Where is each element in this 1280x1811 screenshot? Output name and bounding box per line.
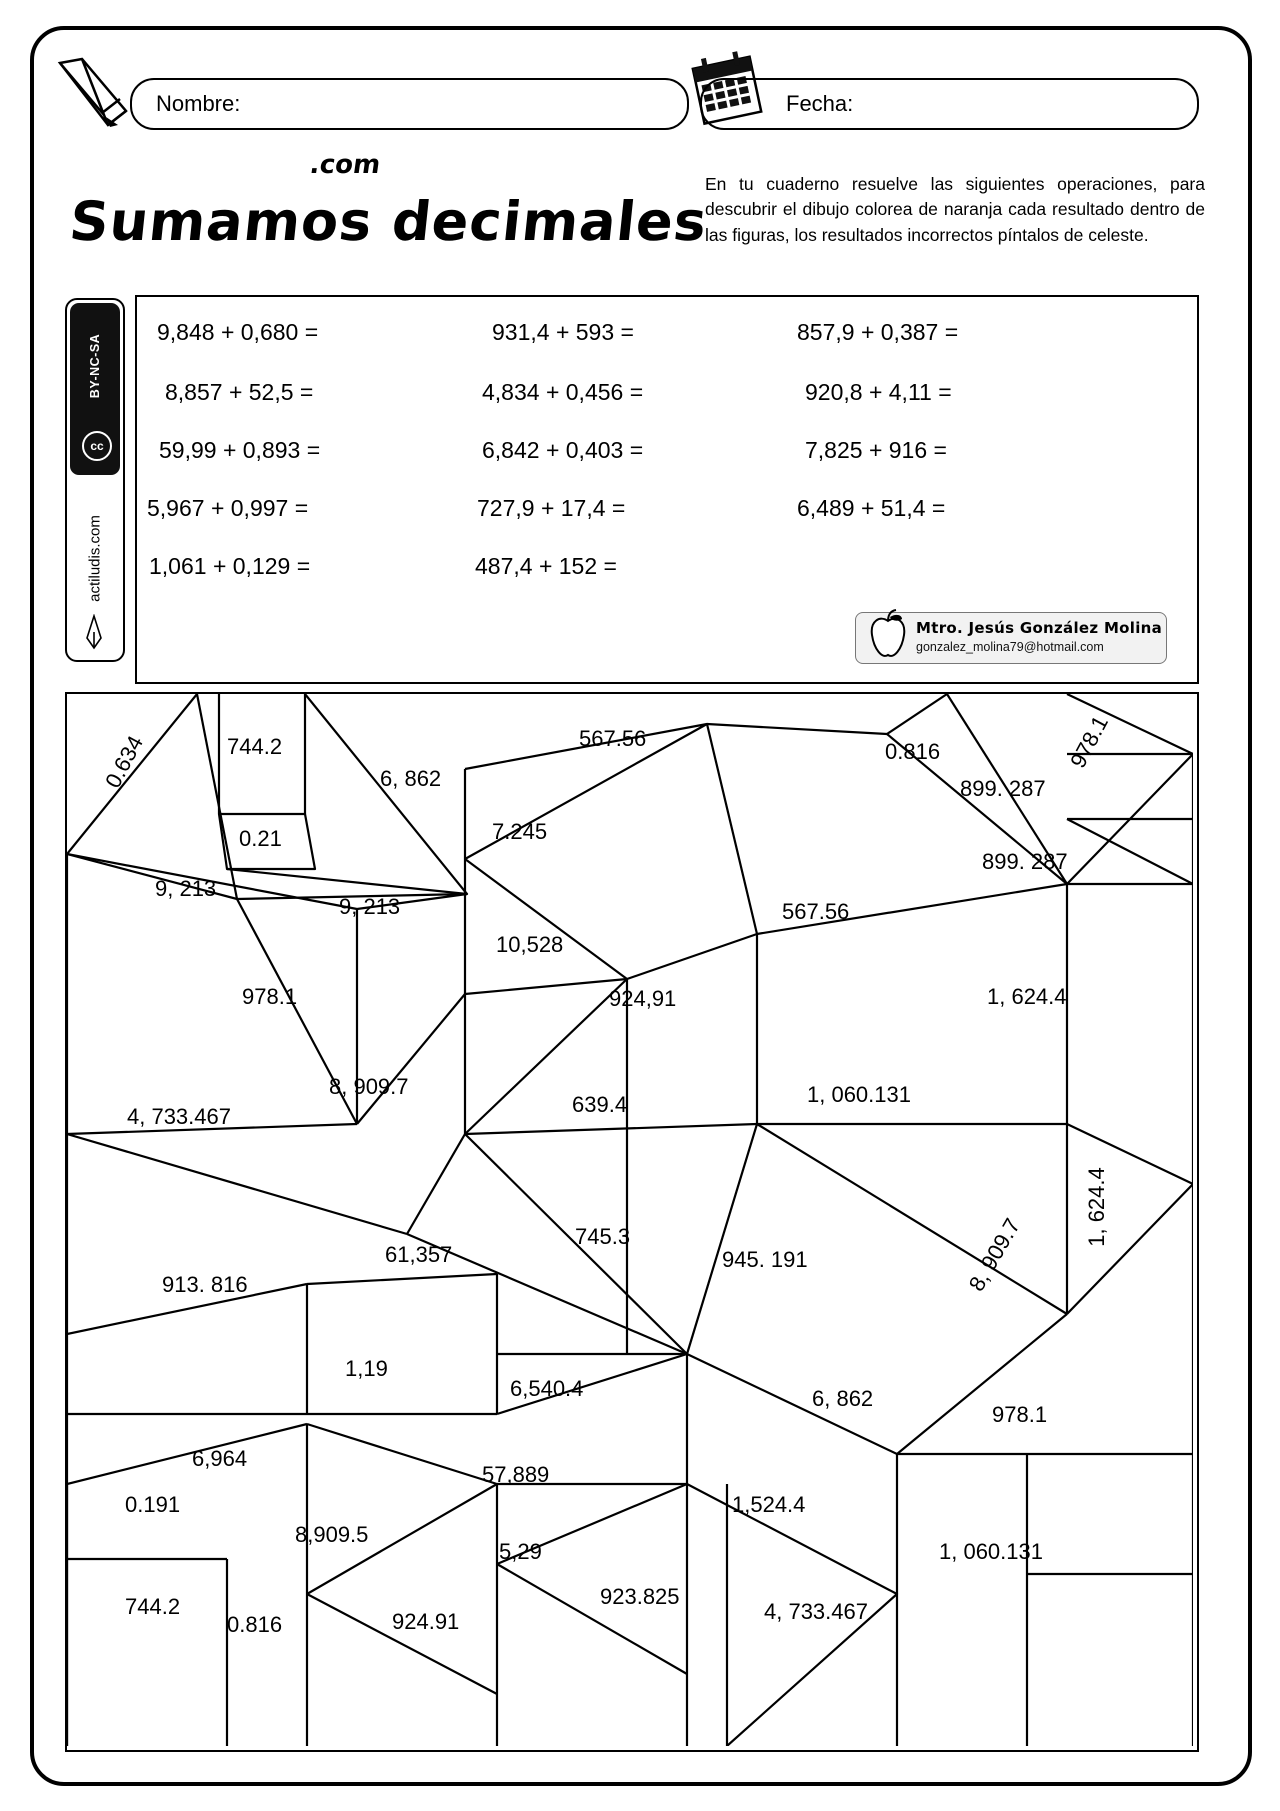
puzzle-cell-value[interactable]: 945. 191 — [722, 1247, 808, 1272]
puzzle-cell-value[interactable]: 6, 862 — [812, 1386, 874, 1411]
operation-item: 5,967 + 0,997 = — [147, 495, 309, 521]
operation-item: 6,489 + 51,4 = — [797, 495, 946, 521]
puzzle-cell-value[interactable]: 6, 862 — [380, 766, 442, 791]
puzzle-cell-value[interactable]: 9, 213 — [339, 894, 401, 919]
operation-item: 1,061 + 0,129 = — [149, 553, 311, 579]
title-suffix: .com — [307, 150, 383, 180]
puzzle-cell-value[interactable]: 924,91 — [609, 986, 677, 1011]
puzzle-cell-value[interactable]: 978.1 — [242, 984, 298, 1009]
puzzle-cell-value[interactable]: 4, 733.467 — [127, 1104, 231, 1129]
puzzle-cell-value[interactable]: 61,357 — [385, 1242, 453, 1267]
puzzle-cell-value[interactable]: 57,889 — [482, 1462, 550, 1487]
operation-item: 920,8 + 4,11 = — [805, 379, 952, 405]
operation-item: 931,4 + 593 = — [492, 319, 634, 345]
coloring-puzzle — [65, 692, 1199, 1752]
puzzle-cell-value[interactable]: 899. 287 — [982, 849, 1068, 874]
author-credit — [855, 612, 1167, 664]
puzzle-cell-value[interactable]: 1, 624.4 — [1083, 1167, 1109, 1247]
operation-item: 727,9 + 17,4 = — [477, 495, 626, 521]
operation-item: 6,842 + 0,403 = — [482, 437, 644, 463]
puzzle-cell-value[interactable]: 1, 060.131 — [939, 1539, 1043, 1564]
puzzle-cell-value[interactable]: 1, 624.4 — [987, 984, 1067, 1009]
puzzle-cell-value[interactable]: 744.2 — [227, 734, 283, 759]
license-black-box — [70, 303, 120, 475]
puzzle-cell-value[interactable]: 8,909.5 — [295, 1522, 369, 1547]
puzzle-cell-value[interactable]: 4, 733.467 — [764, 1599, 868, 1624]
puzzle-cell-value[interactable]: 0.634 — [100, 731, 149, 792]
puzzle-cell-value[interactable]: 745.3 — [575, 1224, 631, 1249]
puzzle-cell-value[interactable]: 1, 060.131 — [807, 1082, 911, 1107]
operation-item: 4,834 + 0,456 = — [482, 379, 644, 405]
puzzle-cell-value[interactable]: 744.2 — [125, 1594, 181, 1619]
date-field[interactable] — [700, 78, 1199, 130]
puzzle-cell-value[interactable]: 7.245 — [492, 819, 548, 844]
cc-icon: cc — [82, 431, 112, 461]
puzzle-cell-value[interactable]: 0.816 — [885, 739, 941, 764]
puzzle-cell-value[interactable]: 913. 816 — [162, 1272, 248, 1297]
pencil-icon — [48, 55, 132, 135]
instructions: En tu cuaderno resuelve las siguientes operaciones, para descubrir el dibujo colorea de naranja cada resultado dentro de las figuras, los resultados incorrectos píntalos de celeste. — [705, 174, 1205, 245]
author-email: gonzalez_molina79@hotmail.com — [916, 640, 1104, 654]
name-label: Nombre: — [156, 91, 241, 116]
puzzle-cell-value[interactable]: 6,540.4 — [510, 1376, 584, 1401]
nib-icon — [83, 614, 105, 650]
puzzle-cell-value[interactable]: 1,19 — [345, 1356, 388, 1381]
operation-item: 487,4 + 152 = — [475, 553, 617, 579]
puzzle-cell-value[interactable]: 567.56 — [782, 899, 850, 924]
operation-item: 8,857 + 52,5 = — [165, 379, 314, 405]
puzzle-cell-value[interactable]: 8, 909.7 — [963, 1214, 1026, 1296]
puzzle-cell-value[interactable]: 1,524.4 — [732, 1492, 806, 1517]
puzzle-cell-value[interactable]: 567.56 — [579, 726, 647, 751]
page-title: Sumamos decimales — [66, 190, 711, 253]
author-name: Mtro. Jesús González Molina — [916, 619, 1163, 637]
puzzle-cell-value[interactable]: 923.825 — [600, 1584, 680, 1609]
puzzle-cell-value[interactable]: 924.91 — [392, 1609, 460, 1634]
license-badge — [65, 298, 125, 662]
puzzle-cell-value[interactable]: 0.21 — [239, 826, 282, 851]
operation-item: 59,99 + 0,893 = — [159, 437, 321, 463]
apple-icon — [866, 609, 910, 661]
operation-item: 857,9 + 0,387 = — [797, 319, 959, 345]
puzzle-cell-value[interactable]: 899. 287 — [960, 776, 1046, 801]
puzzle-cell-value[interactable]: 978.1 — [992, 1402, 1048, 1427]
puzzle-cell-value[interactable]: 0.191 — [125, 1492, 181, 1517]
site-url: actiludis.com — [86, 515, 104, 602]
puzzle-cell-value[interactable]: 639.4 — [572, 1092, 628, 1117]
puzzle-cell-value[interactable]: 5,29 — [499, 1539, 542, 1564]
puzzle-cell-value[interactable]: 0.816 — [227, 1612, 283, 1637]
puzzle-cell-value[interactable]: 978.1 — [1065, 711, 1114, 772]
puzzle-cell-value[interactable]: 6,964 — [192, 1446, 248, 1471]
puzzle-cell-value[interactable]: 8, 909.7 — [329, 1074, 409, 1099]
operation-item: 7,825 + 916 = — [805, 437, 947, 463]
puzzle-cell-value[interactable]: 9, 213 — [155, 876, 217, 901]
name-field[interactable] — [130, 78, 689, 130]
puzzle-cell-value[interactable]: 10,528 — [496, 932, 564, 957]
date-label: Fecha: — [786, 91, 854, 116]
license-type: BY-NC-SA — [88, 333, 102, 399]
operation-item: 9,848 + 0,680 = — [157, 319, 319, 345]
